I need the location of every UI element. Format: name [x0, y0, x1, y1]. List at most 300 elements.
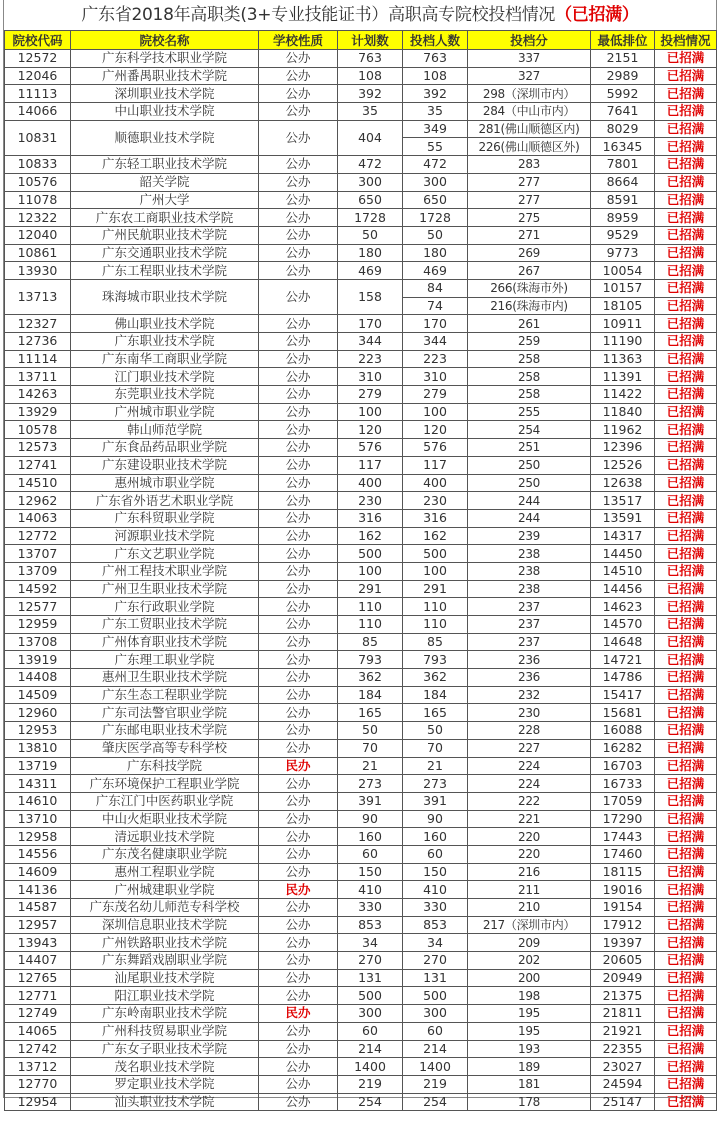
- lowest-rank: 17460: [591, 845, 655, 863]
- school-code: 14556: [5, 845, 71, 863]
- admit-score: 275: [468, 209, 591, 227]
- school-name: 广东生态工程职业学院: [71, 686, 259, 704]
- admit-score: 261: [468, 315, 591, 333]
- lowest-rank: 18105: [591, 297, 655, 315]
- lowest-rank: 11840: [591, 403, 655, 421]
- school-name: 韩山师范学院: [71, 421, 259, 439]
- admit-score: 224: [468, 757, 591, 775]
- plan-count: 500: [338, 987, 403, 1005]
- school-type: 公办: [259, 315, 338, 333]
- lowest-rank: 9773: [591, 244, 655, 262]
- school-name: 河源职业技术学院: [71, 527, 259, 545]
- admit-count: 300: [403, 1005, 468, 1023]
- school-type: 公办: [259, 226, 338, 244]
- lowest-rank: 17443: [591, 828, 655, 846]
- lowest-rank: 10911: [591, 315, 655, 333]
- plan-count: 85: [338, 633, 403, 651]
- lowest-rank: 7801: [591, 156, 655, 174]
- table-row: [5, 492, 717, 510]
- admit-count: 300: [403, 173, 468, 191]
- status-badge: 已招满: [655, 952, 717, 970]
- school-name: 广东职业技术学院: [71, 333, 259, 351]
- status-badge: 已招满: [655, 1058, 717, 1076]
- admit-count: 100: [403, 403, 468, 421]
- plan-count: 254: [338, 1093, 403, 1111]
- table-row: [5, 1022, 717, 1040]
- school-name: 广东舞蹈戏剧职业学院: [71, 952, 259, 970]
- plan-count: 472: [338, 156, 403, 174]
- plan-count: 273: [338, 775, 403, 793]
- school-type: 公办: [259, 279, 338, 314]
- school-type: 公办: [259, 598, 338, 616]
- status-badge: 已招满: [655, 209, 717, 227]
- school-type: 民办: [259, 757, 338, 775]
- school-code: 14063: [5, 509, 71, 527]
- admit-count: 162: [403, 527, 468, 545]
- admit-count: 310: [403, 368, 468, 386]
- school-type: 公办: [259, 828, 338, 846]
- school-type: 公办: [259, 969, 338, 987]
- table-row: [5, 952, 717, 970]
- school-name: 广东环境保护工程职业学院: [71, 775, 259, 793]
- lowest-rank: 14317: [591, 527, 655, 545]
- school-code: 12572: [5, 50, 71, 68]
- admit-score: 250: [468, 456, 591, 474]
- table-row: [5, 50, 717, 68]
- status-badge: 已招满: [655, 492, 717, 510]
- plan-count: 90: [338, 810, 403, 828]
- school-code: 10576: [5, 173, 71, 191]
- school-code: 12954: [5, 1093, 71, 1111]
- status-badge: 已招满: [655, 138, 717, 156]
- school-code: 13710: [5, 810, 71, 828]
- lowest-rank: 15417: [591, 686, 655, 704]
- lowest-rank: 20949: [591, 969, 655, 987]
- admit-count: 74: [403, 297, 468, 315]
- admit-count: 117: [403, 456, 468, 474]
- status-badge: 已招满: [655, 686, 717, 704]
- admit-score: 244: [468, 492, 591, 510]
- table-row: [5, 934, 717, 952]
- plan-count: 1728: [338, 209, 403, 227]
- school-type: 公办: [259, 792, 338, 810]
- plan-count: 158: [338, 279, 403, 314]
- school-name: 广东科贸职业学院: [71, 509, 259, 527]
- school-code: 14311: [5, 775, 71, 793]
- admit-score: 227: [468, 739, 591, 757]
- status-badge: 已招满: [655, 439, 717, 457]
- table-row: [5, 845, 717, 863]
- admit-count: 392: [403, 85, 468, 103]
- admit-score: 283: [468, 156, 591, 174]
- admit-count: 214: [403, 1040, 468, 1058]
- school-code: 13712: [5, 1058, 71, 1076]
- lowest-rank: 13517: [591, 492, 655, 510]
- school-type: 民办: [259, 881, 338, 899]
- table-row: [5, 916, 717, 934]
- admit-count: 291: [403, 580, 468, 598]
- lowest-rank: 8664: [591, 173, 655, 191]
- admit-score: 198: [468, 987, 591, 1005]
- status-badge: 已招满: [655, 85, 717, 103]
- plan-count: 50: [338, 226, 403, 244]
- school-name: 广州大学: [71, 191, 259, 209]
- plan-count: 165: [338, 704, 403, 722]
- school-type: 公办: [259, 704, 338, 722]
- admit-score: 195: [468, 1005, 591, 1023]
- lowest-rank: 11391: [591, 368, 655, 386]
- admit-score: 236: [468, 651, 591, 669]
- admit-score: 254: [468, 421, 591, 439]
- plan-count: 763: [338, 50, 403, 68]
- status-badge: 已招满: [655, 350, 717, 368]
- plan-count: 576: [338, 439, 403, 457]
- admit-score: 271: [468, 226, 591, 244]
- admit-count: 180: [403, 244, 468, 262]
- school-code: 13713: [5, 279, 71, 314]
- admit-score: 237: [468, 598, 591, 616]
- school-type: 公办: [259, 845, 338, 863]
- plan-count: 793: [338, 651, 403, 669]
- school-name: 惠州城市职业学院: [71, 474, 259, 492]
- admit-score: 237: [468, 633, 591, 651]
- school-code: 12327: [5, 315, 71, 333]
- table-row: [5, 881, 717, 899]
- school-name: 深圳职业技术学院: [71, 85, 259, 103]
- table-row: [5, 509, 717, 527]
- status-badge: 已招满: [655, 722, 717, 740]
- school-name: 广州民航职业技术学院: [71, 226, 259, 244]
- school-name: 广东科学技术职业学院: [71, 50, 259, 68]
- table-header-row: [5, 31, 717, 50]
- status-badge: 已招满: [655, 616, 717, 634]
- plan-count: 110: [338, 598, 403, 616]
- school-code: 13929: [5, 403, 71, 421]
- status-badge: 已招满: [655, 191, 717, 209]
- header-score: 投档分: [468, 31, 591, 50]
- school-code: 13709: [5, 562, 71, 580]
- status-badge: 已招满: [655, 244, 717, 262]
- table-row: [5, 1093, 717, 1111]
- school-name: 广州城建职业学院: [71, 881, 259, 899]
- school-code: 10833: [5, 156, 71, 174]
- school-code: 13919: [5, 651, 71, 669]
- table-row: [5, 669, 717, 687]
- school-type: 公办: [259, 545, 338, 563]
- school-code: 12046: [5, 67, 71, 85]
- plan-count: 108: [338, 67, 403, 85]
- plan-count: 131: [338, 969, 403, 987]
- school-type: 公办: [259, 209, 338, 227]
- school-name: 广东南华工商职业学院: [71, 350, 259, 368]
- admit-score: 239: [468, 527, 591, 545]
- status-badge: 已招满: [655, 1075, 717, 1093]
- admit-count: 576: [403, 439, 468, 457]
- plan-count: 391: [338, 792, 403, 810]
- admit-count: 160: [403, 828, 468, 846]
- admit-count: 70: [403, 739, 468, 757]
- admit-score: 216(珠海市内): [468, 297, 591, 315]
- school-name: 阳江职业技术学院: [71, 987, 259, 1005]
- admit-count: 472: [403, 156, 468, 174]
- school-type: 公办: [259, 952, 338, 970]
- table-row: [5, 1005, 717, 1023]
- lowest-rank: 9529: [591, 226, 655, 244]
- plan-count: 160: [338, 828, 403, 846]
- table-row: [5, 103, 717, 121]
- status-badge: 已招满: [655, 456, 717, 474]
- admit-count: 469: [403, 262, 468, 280]
- status-badge: 已招满: [655, 916, 717, 934]
- school-code: 14509: [5, 686, 71, 704]
- table-row: [5, 633, 717, 651]
- school-name: 东莞职业技术学院: [71, 386, 259, 404]
- table-row: [5, 987, 717, 1005]
- admit-count: 230: [403, 492, 468, 510]
- school-name: 广东司法警官职业学院: [71, 704, 259, 722]
- table-row: [5, 386, 717, 404]
- admit-score: 255: [468, 403, 591, 421]
- admit-score: 232: [468, 686, 591, 704]
- school-type: 公办: [259, 987, 338, 1005]
- admit-score: 281(佛山顺德区内): [468, 120, 591, 138]
- status-badge: 已招满: [655, 156, 717, 174]
- table-row: [5, 580, 717, 598]
- admit-score: 277: [468, 173, 591, 191]
- plan-count: 120: [338, 421, 403, 439]
- admit-score: 258: [468, 368, 591, 386]
- table-row: [5, 792, 717, 810]
- admit-score: 238: [468, 545, 591, 563]
- admit-score: 238: [468, 580, 591, 598]
- school-type: 公办: [259, 262, 338, 280]
- school-code: 13943: [5, 934, 71, 952]
- school-type: 公办: [259, 421, 338, 439]
- table-row: [5, 739, 717, 757]
- admit-count: 500: [403, 545, 468, 563]
- table-row: [5, 279, 717, 297]
- plan-count: 291: [338, 580, 403, 598]
- lowest-rank: 8959: [591, 209, 655, 227]
- plan-count: 330: [338, 899, 403, 917]
- table-row: [5, 315, 717, 333]
- school-name: 广东茂名健康职业学院: [71, 845, 259, 863]
- table-row: [5, 456, 717, 474]
- school-type: 公办: [259, 350, 338, 368]
- admit-count: 400: [403, 474, 468, 492]
- lowest-rank: 16345: [591, 138, 655, 156]
- status-badge: 已招满: [655, 368, 717, 386]
- status-badge: 已招满: [655, 969, 717, 987]
- status-badge: 已招满: [655, 562, 717, 580]
- status-badge: 已招满: [655, 50, 717, 68]
- school-name: 清远职业技术学院: [71, 828, 259, 846]
- lowest-rank: 12396: [591, 439, 655, 457]
- school-name: 广州工程技术职业学院: [71, 562, 259, 580]
- school-type: 公办: [259, 1058, 338, 1076]
- admit-score: 230: [468, 704, 591, 722]
- page-title: [3, 0, 717, 30]
- school-code: 12573: [5, 439, 71, 457]
- lowest-rank: 11422: [591, 386, 655, 404]
- status-badge: 已招满: [655, 775, 717, 793]
- table-row: [5, 598, 717, 616]
- admit-score: 222: [468, 792, 591, 810]
- school-code: 10861: [5, 244, 71, 262]
- plan-count: 410: [338, 881, 403, 899]
- school-code: 13810: [5, 739, 71, 757]
- admit-count: 273: [403, 775, 468, 793]
- school-name: 佛山职业技术学院: [71, 315, 259, 333]
- lowest-rank: 11190: [591, 333, 655, 351]
- status-badge: 已招满: [655, 704, 717, 722]
- lowest-rank: 19016: [591, 881, 655, 899]
- school-type: 公办: [259, 527, 338, 545]
- lowest-rank: 14623: [591, 598, 655, 616]
- school-code: 10578: [5, 421, 71, 439]
- status-badge: 已招满: [655, 987, 717, 1005]
- lowest-rank: 17290: [591, 810, 655, 828]
- school-code: 13711: [5, 368, 71, 386]
- school-name: 惠州卫生职业技术学院: [71, 669, 259, 687]
- school-name: 珠海城市职业技术学院: [71, 279, 259, 314]
- table-row: [5, 333, 717, 351]
- school-name: 广东理工职业学院: [71, 651, 259, 669]
- lowest-rank: 14570: [591, 616, 655, 634]
- admit-score: 266(珠海市外): [468, 279, 591, 297]
- table-row: [5, 226, 717, 244]
- admit-count: 55: [403, 138, 468, 156]
- admit-count: 85: [403, 633, 468, 651]
- table-row: [5, 244, 717, 262]
- admit-score: 228: [468, 722, 591, 740]
- status-badge: 已招满: [655, 669, 717, 687]
- school-name: 广东行政职业学院: [71, 598, 259, 616]
- plan-count: 853: [338, 916, 403, 934]
- table-row: [5, 262, 717, 280]
- admit-count: 100: [403, 562, 468, 580]
- plan-count: 500: [338, 545, 403, 563]
- school-type: 公办: [259, 85, 338, 103]
- status-badge: 已招满: [655, 120, 717, 138]
- admit-count: 853: [403, 916, 468, 934]
- table-row: [5, 209, 717, 227]
- admit-score: 220: [468, 845, 591, 863]
- admit-count: 110: [403, 598, 468, 616]
- table-row: [5, 1075, 717, 1093]
- admit-score: 269: [468, 244, 591, 262]
- status-badge: 已招满: [655, 792, 717, 810]
- school-type: 公办: [259, 1022, 338, 1040]
- school-code: 12765: [5, 969, 71, 987]
- table-row: [5, 704, 717, 722]
- school-code: 12736: [5, 333, 71, 351]
- school-code: 13708: [5, 633, 71, 651]
- school-code: 12742: [5, 1040, 71, 1058]
- school-code: 12953: [5, 722, 71, 740]
- status-badge: 已招满: [655, 598, 717, 616]
- admit-count: 60: [403, 845, 468, 863]
- title-main: 广东省2018年高职类(3+专业技能证书）高职高专院校投档情况: [81, 5, 556, 25]
- school-type: 公办: [259, 509, 338, 527]
- admit-count: 84: [403, 279, 468, 297]
- status-badge: 已招满: [655, 173, 717, 191]
- plan-count: 650: [338, 191, 403, 209]
- status-badge: 已招满: [655, 333, 717, 351]
- lowest-rank: 2151: [591, 50, 655, 68]
- school-name: 广州番禺职业技术学院: [71, 67, 259, 85]
- school-code: 13707: [5, 545, 71, 563]
- school-name: 茂名职业技术学院: [71, 1058, 259, 1076]
- lowest-rank: 7641: [591, 103, 655, 121]
- plan-count: 279: [338, 386, 403, 404]
- admit-score: 238: [468, 562, 591, 580]
- school-type: 公办: [259, 368, 338, 386]
- school-name: 广州科技贸易职业学院: [71, 1022, 259, 1040]
- title-highlight: （已招满）: [555, 5, 639, 25]
- plan-count: 310: [338, 368, 403, 386]
- lowest-rank: 19397: [591, 934, 655, 952]
- table-row: [5, 722, 717, 740]
- school-name: 广东岭南职业技术学院: [71, 1005, 259, 1023]
- plan-count: 219: [338, 1075, 403, 1093]
- school-code: 12958: [5, 828, 71, 846]
- school-code: 12957: [5, 916, 71, 934]
- status-badge: 已招满: [655, 315, 717, 333]
- plan-count: 344: [338, 333, 403, 351]
- school-type: 公办: [259, 191, 338, 209]
- admit-count: 763: [403, 50, 468, 68]
- school-type: 公办: [259, 1093, 338, 1111]
- school-name: 顺德职业技术学院: [71, 120, 259, 155]
- table-row: [5, 474, 717, 492]
- table-row: [5, 899, 717, 917]
- plan-count: 469: [338, 262, 403, 280]
- table-row: [5, 421, 717, 439]
- lowest-rank: 12638: [591, 474, 655, 492]
- school-name: 广东工程职业技术学院: [71, 262, 259, 280]
- school-code: 14065: [5, 1022, 71, 1040]
- school-type: 公办: [259, 386, 338, 404]
- admit-count: 500: [403, 987, 468, 1005]
- admit-count: 35: [403, 103, 468, 121]
- school-name: 广东交通职业技术学院: [71, 244, 259, 262]
- status-badge: 已招满: [655, 67, 717, 85]
- status-badge: 已招满: [655, 580, 717, 598]
- table-row: [5, 545, 717, 563]
- admit-count: 50: [403, 226, 468, 244]
- header-status: 投档情况: [655, 31, 717, 50]
- status-badge: 已招满: [655, 757, 717, 775]
- school-type: 公办: [259, 863, 338, 881]
- school-code: 10831: [5, 120, 71, 155]
- status-badge: 已招满: [655, 421, 717, 439]
- school-type: 公办: [259, 50, 338, 68]
- status-badge: 已招满: [655, 633, 717, 651]
- admit-count: 219: [403, 1075, 468, 1093]
- status-badge: 已招满: [655, 863, 717, 881]
- school-code: 11114: [5, 350, 71, 368]
- admit-count: 21: [403, 757, 468, 775]
- school-type: 公办: [259, 474, 338, 492]
- plan-count: 162: [338, 527, 403, 545]
- school-name: 广州体育职业技术学院: [71, 633, 259, 651]
- table-row: [5, 828, 717, 846]
- school-code: 14263: [5, 386, 71, 404]
- lowest-rank: 14510: [591, 562, 655, 580]
- admit-count: 60: [403, 1022, 468, 1040]
- school-name: 广州城市职业学院: [71, 403, 259, 421]
